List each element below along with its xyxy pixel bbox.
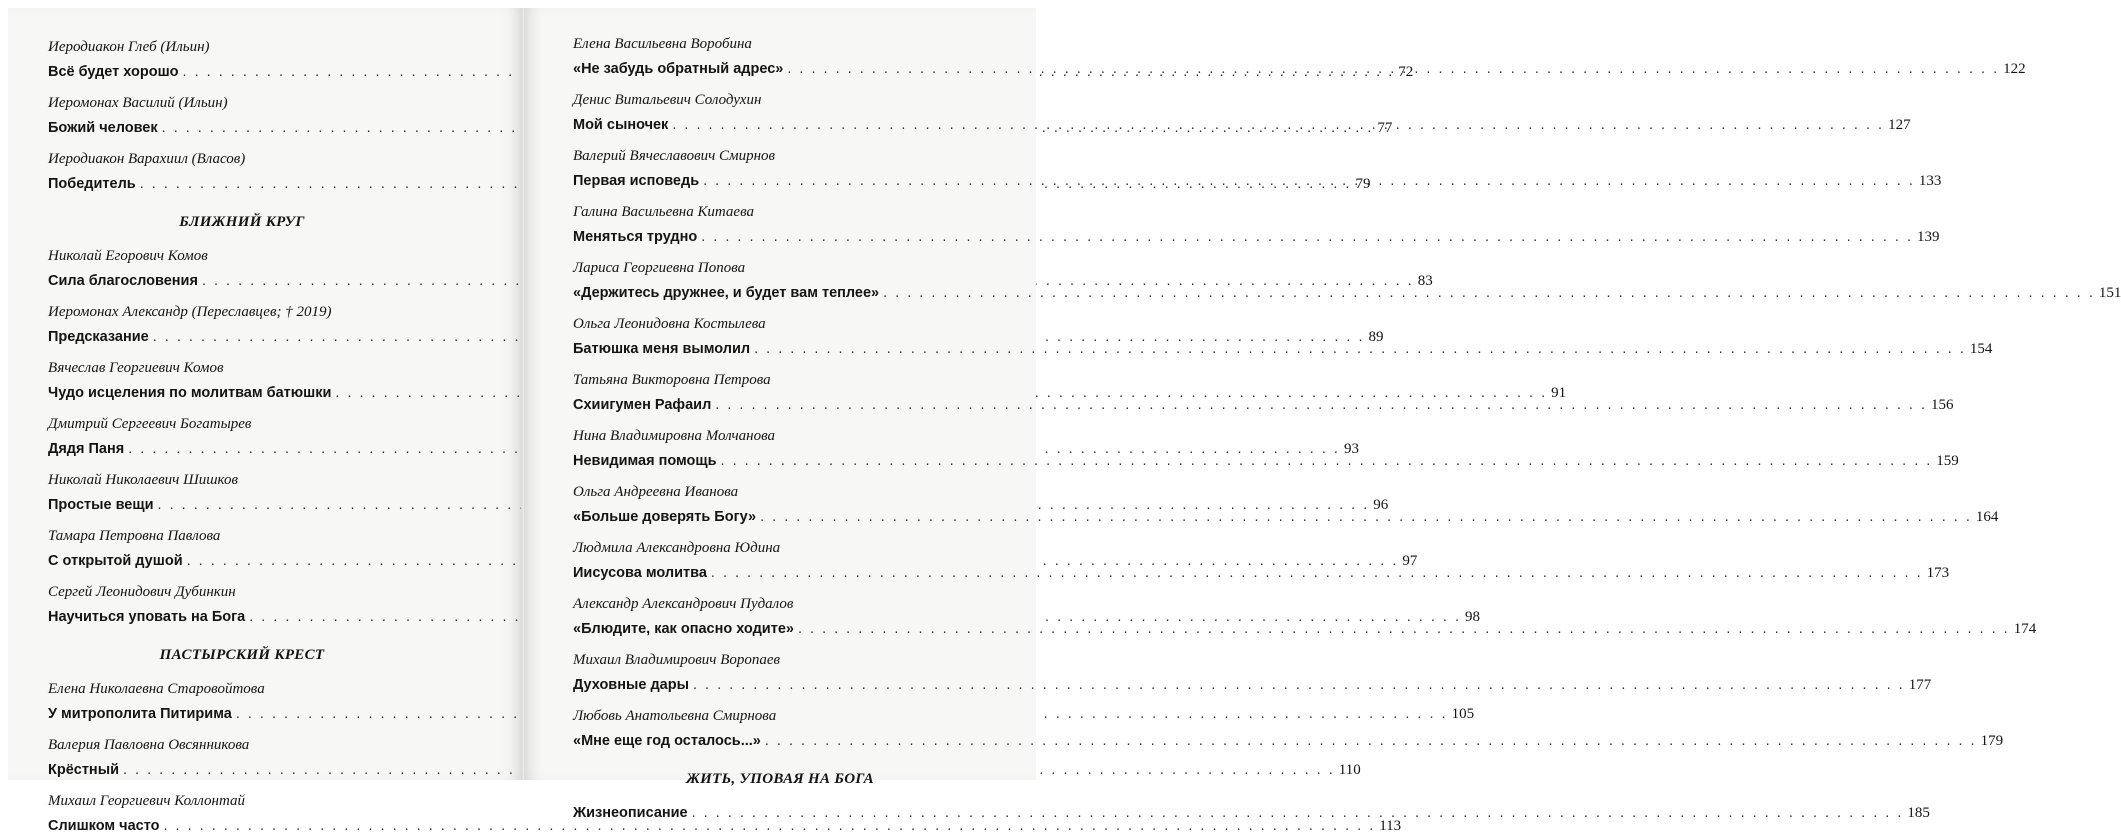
entry-title: «Больше доверять Богу»: [573, 509, 757, 525]
entry-author: Любовь Анатольевна Смирнова: [573, 708, 777, 724]
section-entries: [573, 804, 1930, 823]
entry-author: Николай Николаевич Шишков: [48, 472, 239, 488]
leader-dots: [798, 620, 2010, 639]
entry-line: [573, 804, 1930, 823]
entry-page-number: 127: [1888, 117, 1911, 133]
section-heading: ЖИТЬ, УПОВАЯ НА БОГА: [686, 771, 874, 787]
entry-page-number: 185: [1907, 805, 1930, 821]
section-heading: БЛИЖНИЙ КРУГ: [179, 214, 305, 230]
entry-author: Иеромонах Александр (Переславцев; † 2019): [48, 304, 332, 320]
entry-line: [48, 384, 1567, 403]
entry-title: Чудо исцеления по молитвам батюшки: [48, 385, 332, 401]
leader-dots: [693, 676, 1905, 695]
entry-author: Галина Васильевна Китаева: [573, 204, 754, 220]
entry-title: Иисусова молитва: [573, 565, 707, 581]
entry-page-number: 173: [1926, 565, 1950, 581]
entry-line: [48, 272, 1433, 291]
entry-title: «Не забудь обратный адрес»: [573, 61, 784, 77]
entry-title: Слишком часто: [48, 818, 160, 834]
entry-author: Дмитрий Сергеевич Богатырев: [48, 416, 252, 432]
entry-line: [48, 817, 1402, 836]
entry-title: «Держитесь дружнее, и будет вам теплее»: [573, 285, 880, 301]
entry-line: [573, 396, 1954, 415]
entry-author: Иеродиакон Варахиил (Власов): [48, 151, 246, 167]
entry-page-number: 79: [1355, 176, 1371, 192]
entry-title: У митрополита Питирима: [48, 706, 232, 722]
entry-title: Сила благословения: [48, 273, 198, 289]
entry-author: Николай Егорович Комов: [48, 248, 208, 264]
entry-title: С открытой душой: [48, 553, 183, 569]
entry-page-number: 83: [1417, 273, 1433, 289]
entry-line: [573, 732, 2004, 751]
entry-author: Денис Витальевич Солодухин: [573, 92, 762, 108]
entry-page-number: 72: [1398, 64, 1414, 80]
toc-entry: [573, 804, 1930, 823]
entry-author: Валерий Вячеславович Смирнов: [573, 148, 776, 164]
entry-title: Простые вещи: [48, 497, 154, 513]
entry-title: Жизнеописание: [573, 805, 688, 821]
leader-dots: [711, 564, 1923, 583]
entry-author: Сергей Леонидович Дубинкин: [48, 584, 236, 600]
toc-entry: [573, 651, 1932, 695]
entry-title: Схиигумен Рафаил: [573, 397, 712, 413]
entry-page-number: 98: [1465, 609, 1480, 625]
entry-line: [573, 284, 2121, 303]
entry-page-number: 105: [1451, 706, 1475, 722]
entry-line: [48, 608, 1480, 627]
entry-page-number: 97: [1402, 553, 1418, 569]
entry-line: [573, 228, 1940, 247]
entry-author: Михаил Владимирович Воропаев: [573, 652, 781, 668]
entry-author: Михаил Георгиевич Коллонтай: [48, 793, 245, 809]
entry-title: Научиться уповать на Бога: [48, 609, 246, 625]
entry-author: Александр Александрович Пудалов: [573, 596, 794, 612]
entry-line: [573, 620, 2037, 639]
entry-page-number: 93: [1343, 441, 1359, 457]
entry-page-number: 113: [1379, 818, 1402, 834]
entry-page-number: 164: [1975, 509, 1999, 525]
leader-dots: [883, 284, 2095, 303]
entry-author: Людмила Александровна Юдина: [573, 540, 781, 556]
entry-page-number: 77: [1377, 120, 1393, 136]
entry-page-number: 156: [1931, 397, 1954, 413]
entry-page-number: 179: [1980, 733, 2004, 749]
entry-line: [573, 564, 1950, 583]
entry-page-number: 96: [1373, 497, 1389, 513]
entry-line: [48, 552, 1418, 571]
leader-dots: [754, 340, 1966, 359]
entry-page-number: 174: [2013, 621, 2037, 637]
entry-title: Батюшка меня вымолил: [573, 341, 751, 357]
entry-page-number: 159: [1936, 453, 1959, 469]
leader-dots: [703, 172, 1915, 191]
leader-dots: [765, 732, 1977, 751]
entry-title: Крёстный: [48, 762, 119, 778]
entry-title: Меняться трудно: [573, 229, 698, 245]
leader-dots: [672, 116, 1884, 135]
entry-author: Ольга Андреевна Иванова: [573, 484, 739, 500]
entry-page-number: 154: [1969, 341, 1993, 357]
leader-dots: [721, 452, 1933, 471]
entry-title: Невидимая помощь: [573, 453, 717, 469]
leader-dots: [787, 60, 1999, 79]
entry-title: Мой сыночек: [573, 117, 669, 133]
entry-page-number: 89: [1368, 329, 1384, 345]
entry-line: [573, 452, 1959, 471]
entry-author: Ольга Леонидовна Костылева: [573, 316, 766, 332]
entry-line: [48, 328, 1384, 347]
entry-title: Победитель: [48, 176, 136, 192]
entry-line: [573, 676, 1932, 695]
entry-line: [48, 496, 1389, 515]
entry-author: Валерия Павловна Овсянникова: [48, 737, 250, 753]
leader-dots: [760, 508, 1972, 527]
entry-page-number: 110: [1338, 762, 1361, 778]
leader-dots: [701, 228, 1913, 247]
entry-author: Тамара Петровна Павлова: [48, 528, 221, 544]
entry-page-number: 177: [1908, 677, 1932, 693]
entry-line: [48, 440, 1359, 459]
entry-page-number: 122: [2003, 61, 2026, 77]
entry-title: Духовные дары: [573, 677, 689, 693]
entry-title: Предсказание: [48, 329, 149, 345]
toc-entry: [573, 203, 1940, 247]
entry-author: Иеромонах Василий (Ильин): [48, 95, 228, 111]
entry-title: Божий человек: [48, 120, 158, 136]
entry-line: [573, 508, 1999, 527]
entry-title: «Мне еще год осталось...»: [573, 733, 761, 749]
entry-author: Вячеслав Георгиевич Комов: [48, 360, 224, 376]
leader-dots: [692, 804, 1904, 823]
entry-author: Татьяна Викторовна Петрова: [573, 372, 771, 388]
entry-title: Всё будет хорошо: [48, 64, 179, 80]
entry-title: «Блюдите, как опасно ходите»: [573, 621, 794, 637]
entry-page-number: 151: [2098, 285, 2121, 301]
entry-author: Лариса Георгиевна Попова: [573, 260, 746, 276]
entry-line: [573, 340, 1993, 359]
entry-author: Иеродиакон Глеб (Ильин): [48, 39, 210, 55]
entry-page-number: 91: [1551, 385, 1567, 401]
leader-dots: [715, 396, 1927, 415]
entry-author: Нина Владимировна Молчанова: [573, 428, 776, 444]
entry-page-number: 133: [1918, 173, 1942, 189]
entry-title: Первая исповедь: [573, 173, 700, 189]
entry-author: Елена Васильевна Воробина: [573, 36, 752, 52]
entry-page-number: 139: [1916, 229, 1940, 245]
entry-title: Дядя Паня: [48, 441, 125, 457]
section-heading: ПАСТЫРСКИЙ КРЕСТ: [159, 647, 325, 663]
entry-author: Елена Николаевна Старовойтова: [48, 681, 265, 697]
